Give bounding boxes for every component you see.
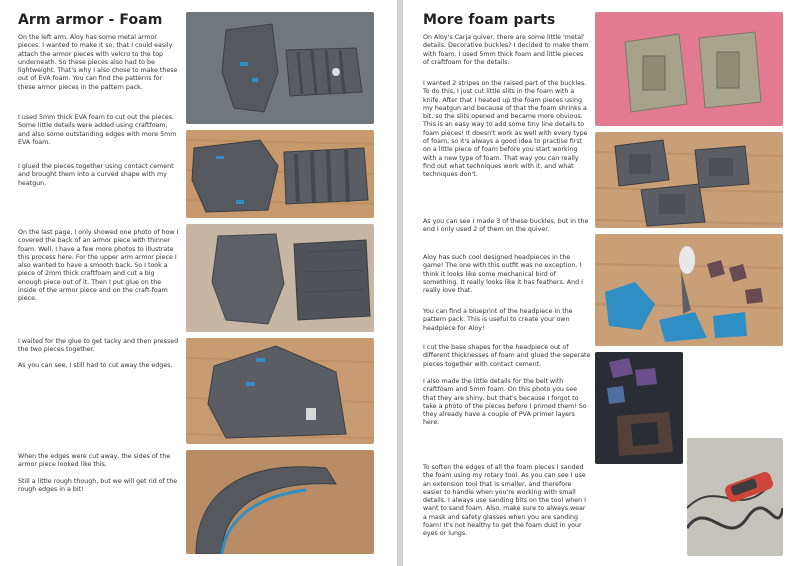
paragraph: I wanted 2 stripes on the raised part of the buckles. To do this, I just cut little slits in the foam with a knife. After that I heated up the foam pieces using my heatgun and because of that the foam shrinks a bit, so the slits opened and became more obvious. This is an easy way to add some tiny line details to foam pieces! It doesn't work as well with every type of foam, so it's always a good idea to practise first on a little piece of foam before you start working with a new type of foam. That way you can really find out what techniques work with it, and what techniques don't. xyxy=(423,80,588,179)
paragraph: On the left arm, Aloy has some metal armor pieces. I wanted to make it so, that I could easily attach the armor pieces with velcro to the top underneath. So these pieces also had to be lightweight. That's why I also chose to make these out of EVA foam. You can find the patterns for these armor pieces in the pattern pack. xyxy=(18,34,178,91)
photo-primed-belt-details xyxy=(595,352,683,464)
photo-buckles-pink xyxy=(595,12,783,126)
photo-cut-foam-pieces xyxy=(186,12,374,124)
paragraph: On Aloy's Carja quiver, there are some little 'metal' details. Decorative buckles? I decided to make them with foam. I used 5mm thick foam and little pieces of craftfoam for the details. xyxy=(423,34,589,66)
paragraph: When the edges were cut away, the sides of the armor piece looked like this. xyxy=(18,453,171,469)
paragraph: I used 5mm thick EVA foam to cut out the pieces. Some little details were added using craftfoam, and also some outstanding edges with more 5mm EVA foam. xyxy=(18,114,177,146)
paragraph: I waited for the glue to get tacky and then pressed the two pieces together. xyxy=(18,338,179,354)
paragraph: I glued the pieces together using contact cement and brought them into a curved shape with my heatgun. xyxy=(18,163,174,187)
paragraph: I cut the base shapes for the headpiece out of different thicknesses of foam and glued the seperate pieces together with contact cement. xyxy=(423,344,591,368)
paragraph: Aloy has such cool designed headpieces in the game! The one with this outfit was no exception. I think it looks like some mechanical bird of something. It really looks like it has feathers. And I really love that. xyxy=(423,254,583,295)
left-page xyxy=(0,0,398,566)
page-title: More foam parts xyxy=(423,12,556,28)
page-title: Arm armor - Foam xyxy=(18,12,163,28)
photo-buckles-gray xyxy=(595,132,783,228)
photo-curved-edge xyxy=(186,450,374,554)
paragraph: To soften the edges of all the foam pieces I sanded the foam using my rotary tool. As you can see I use an extension tool that is smaller, and therefore easier to handle when you're working with small details. I always use sanding bits on the tool when I want to sand foam. Also, make sure to always wear a mask and safety glasses when you are sanding foam! It's not healthy to get the foam dust in your eyes or lungs. xyxy=(423,464,586,538)
photo-rotary-tool xyxy=(687,438,783,556)
photo-pressed-armor xyxy=(186,338,374,444)
paragraph: I also made the little details for the belt with craftfoam and 5mm foam. On this photo you see that they are shiny, but that's because I forgot to take a photo of the pieces before I primed them! So they already have a couple of PVA primer layers here. xyxy=(423,378,587,427)
paragraph: You can find a blueprint of the headpiece in the pattern pack. This is useful to create your own headpiece for Aloy! xyxy=(423,308,573,332)
paragraph: As you can see I made 3 of these buckles, but in the end I only used 2 of them on the quiver. xyxy=(423,218,589,234)
photo-glued-pieces xyxy=(186,130,374,218)
paragraph: On the last page, I only showed one photo of how I covered the back of an armor piece with thinner foam. Well, I have a few more photos to illustrate this process here. For the upper arm armor piece I also wanted to have a smooth back. So I took a piece of 2mm thick craftfoam and cut a big enough piece out of it. Then I put glue on the inside of the armor piece and on the craft-foam piece. xyxy=(18,229,179,303)
right-page xyxy=(402,0,800,566)
photo-craftfoam-backing xyxy=(186,224,374,332)
photo-headpiece-pieces xyxy=(595,234,783,346)
paragraph: As you can see, I still had to cut away the edges. xyxy=(18,362,173,369)
paragraph: Still a little rough though, but we will get rid of the rough edges in a bit! xyxy=(18,478,178,494)
